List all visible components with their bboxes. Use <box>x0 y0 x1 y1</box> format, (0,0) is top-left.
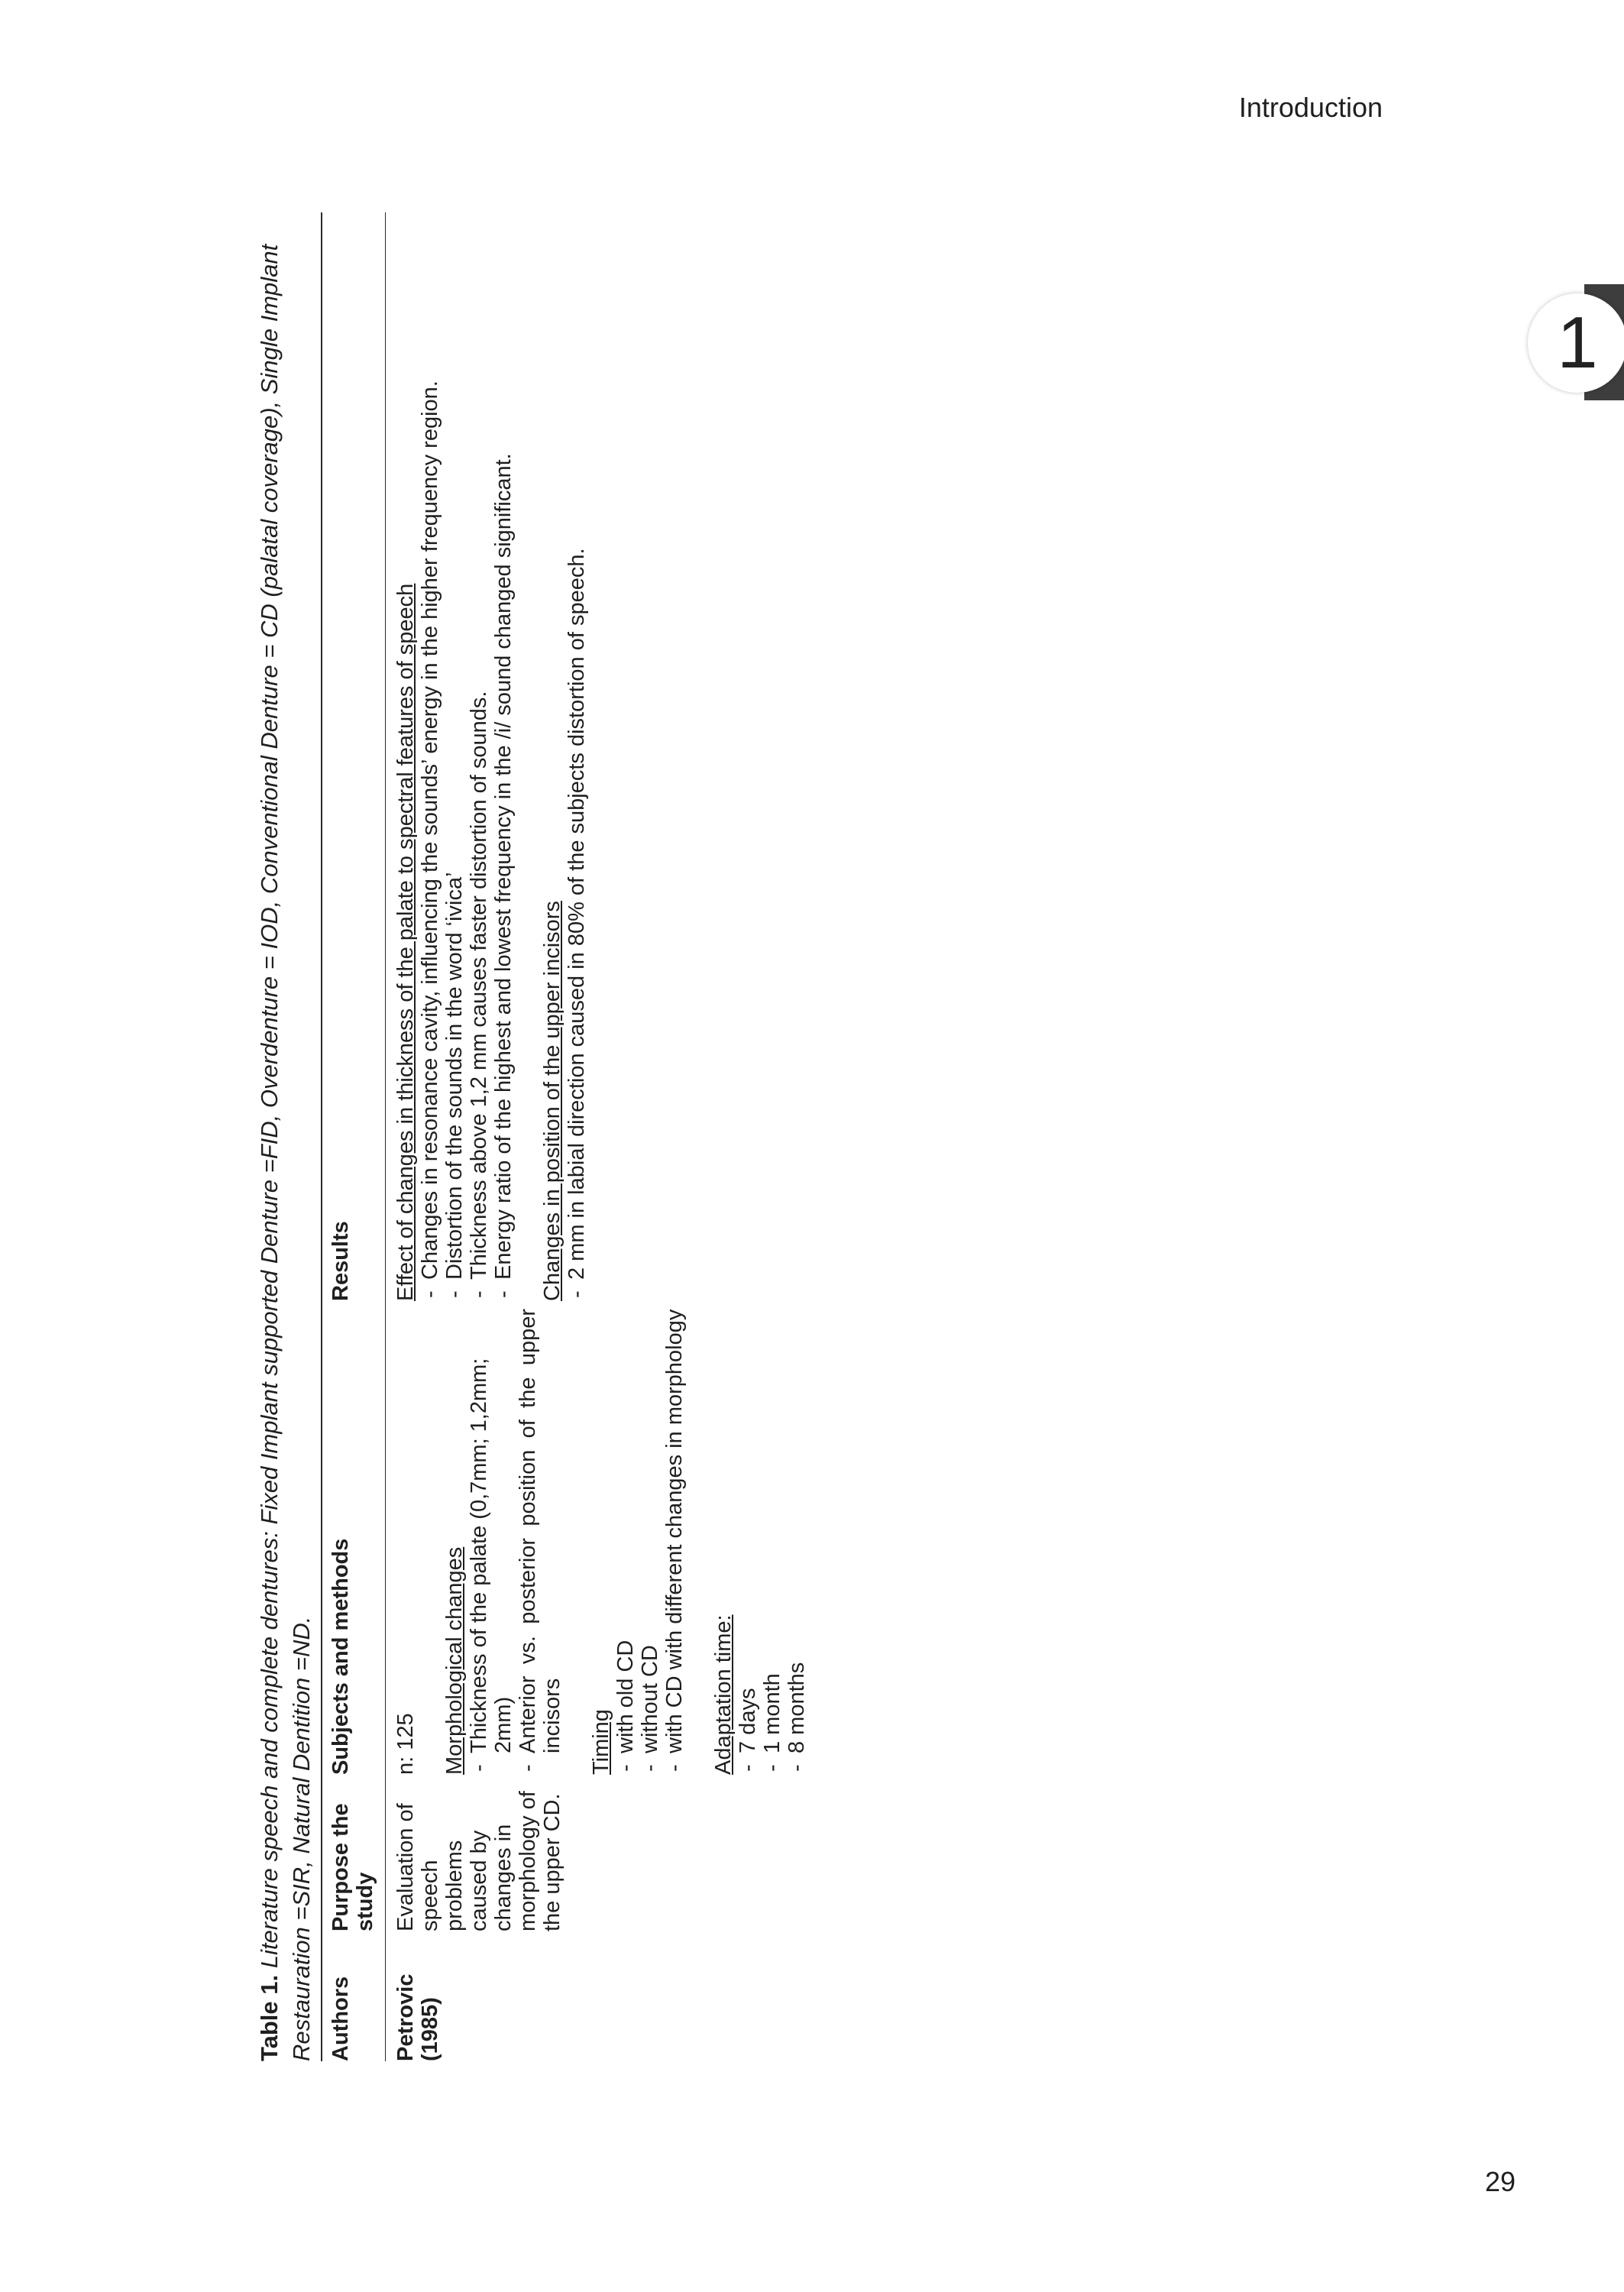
header-purpose: Purpose the study <box>322 1775 386 1931</box>
table-caption-label: Table 1. <box>256 1974 283 2061</box>
effect-title: Effect of changes in thickness of the palate to spectral features of speech <box>393 583 418 1301</box>
header-authors: Authors <box>322 1931 386 2061</box>
position-title: Changes in position of the upper incisors <box>540 901 565 1301</box>
list-item: - Changes in resonance cavity, influencing the sounds’ energy in the higher frequency region. <box>418 220 442 1301</box>
timing-title: Timing <box>589 1709 613 1775</box>
list-item: - without CD <box>638 1309 662 1775</box>
page-number: 29 <box>1485 2166 1516 2197</box>
list-item: - 2 mm in labial direction caused in 80% of the subjects distortion of speech. <box>565 220 589 1301</box>
list-item: - 8 months <box>785 1309 809 1775</box>
methods-adaptation <box>711 1309 809 1775</box>
literature-table <box>321 212 833 2061</box>
morphology-title: Morphological changes <box>442 1546 467 1775</box>
methods-timing <box>589 1309 687 1775</box>
list-item: - Thickness above 1,2 mm causes faster distortion of sounds. <box>467 220 491 1301</box>
list-item: - Energy ratio of the highest and lowest frequency in the /i/ sound changed significant. <box>491 220 516 1301</box>
adaptation-title: Adaptation time: <box>711 1614 736 1775</box>
header-methods: Subjects and methods <box>322 1301 386 1775</box>
methods-morphology <box>442 1309 565 1775</box>
list-item: - with CD with different changes in morphology <box>662 1309 687 1775</box>
cell-methods <box>386 1301 834 1775</box>
table-caption-text: Literature speech and complete dentures: Fixed Implant supported Denture =FID, Overdenture = IOD, Conventional Denture = CD (palatal coverage), Single Implant Restauration =SIR, Natural Dentition =ND. <box>256 244 315 2061</box>
table-header-row <box>322 212 386 2061</box>
list-item: - Thickness of the palate (0,7mm; 1,2mm; 2mm) <box>467 1309 516 1775</box>
adaptation-list <box>736 1309 809 1775</box>
running-header: Introduction <box>1238 92 1383 123</box>
rotated-table-container <box>254 212 949 2061</box>
table-row <box>386 212 834 2061</box>
chapter-number: 1 <box>1528 293 1624 393</box>
morphology-list <box>467 1309 565 1775</box>
timing-list <box>613 1309 687 1775</box>
table-caption <box>254 212 318 2061</box>
effect-list <box>418 220 516 1301</box>
cell-author <box>386 1931 834 2061</box>
list-item: - Distortion of the sounds in the word ‘ivica’ <box>442 220 467 1301</box>
list-item: - Anterior vs. posterior position of the upper incisors <box>516 1309 565 1775</box>
author-name: Petrovic (1985) <box>393 1973 442 2061</box>
list-item: - 1 month <box>760 1309 785 1775</box>
list-item: - 7 days <box>736 1309 760 1775</box>
results-position <box>540 220 589 1301</box>
results-effect <box>393 220 516 1301</box>
methods-n: n: 125 <box>393 1713 418 1775</box>
position-list <box>565 220 589 1301</box>
header-results: Results <box>322 212 386 1301</box>
cell-purpose: Evaluation of speech problems caused by changes in morphology of the upper CD. <box>393 1791 565 1931</box>
cell-results <box>386 212 834 1301</box>
list-item: - with old CD <box>613 1309 638 1775</box>
